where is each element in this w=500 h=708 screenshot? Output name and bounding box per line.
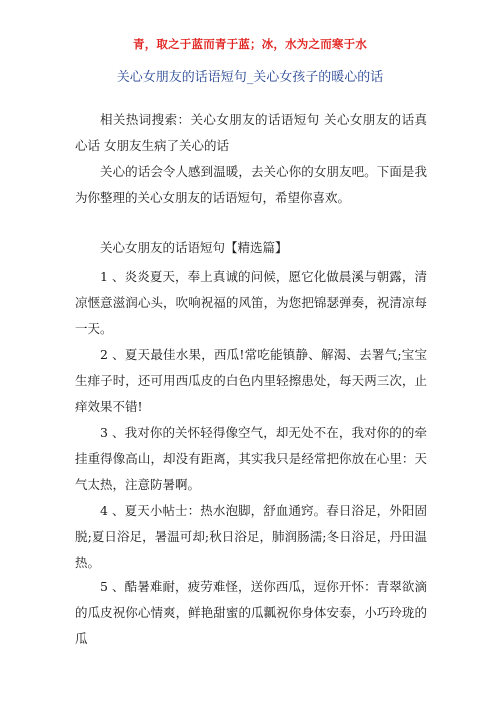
header-motto: 青，取之于蓝而青于蓝；冰，水为之而寒于水: [133, 37, 367, 51]
list-item: 4 、夏天小帖士：热水泡脚，舒血通窍。春日浴足，外阳固脱;夏日浴足，暑温可却;秋日浴足，肺润肠濡;冬日浴足，丹田温热。: [75, 503, 427, 570]
list-item: 5 、酷暑难耐，疲劳难怪，送你西瓜，逗你开怀：青翠欲滴的瓜皮祝你心情爽，鲜艳甜蜜的瓜瓤祝你身体安泰，小巧玲珑的瓜: [75, 579, 427, 646]
intro-paragraph: 关心的话会令人感到温暖，去关心你的女朋友吧。下面是我为你整理的关心女朋友的话语短句，希望你喜欢。: [75, 164, 427, 205]
list-item: 1 、炎炎夏天，奉上真诚的问候，愿它化做晨溪与朝露，清凉惬意滋润心头，吹响祝福的风笛，为您把锦瑟弹奏，祝清凉每一天。: [75, 269, 427, 336]
related-search-text: 相关热词搜索：关心女朋友的话语短句 关心女朋友的话真心话 女朋友生病了关心的话: [75, 112, 427, 153]
section-heading: 关心女朋友的话语短句【精选篇】: [100, 240, 288, 255]
list-item: 3 、我对你的关怀轻得像空气，却无处不在，我对你的的牵挂重得像高山，却没有距离，其实我只是经常把你放在心里：天气太热，注意防暑啊。: [75, 425, 427, 492]
page-title: 关心女朋友的话语短句_关心女孩子的暖心的话: [116, 70, 384, 85]
list-item: 2 、夏天最佳水果，西瓜!常吃能镇静、解渴、去署气;宝宝生痱子时，还可用西瓜皮的白色内里轻擦患处，每天两三次，止痒效果不错!: [75, 347, 427, 414]
